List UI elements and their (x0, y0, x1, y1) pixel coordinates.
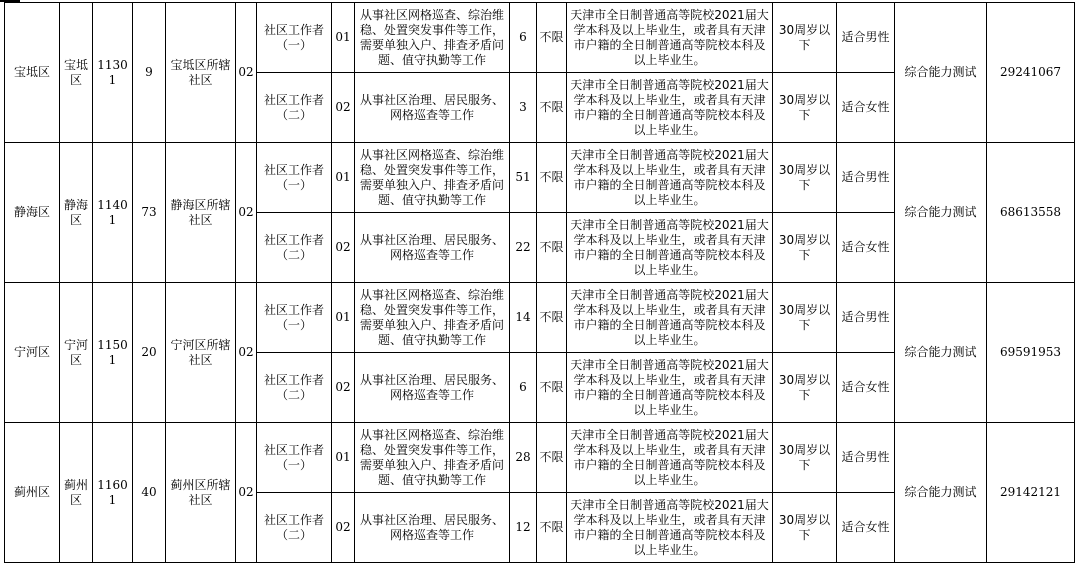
unit-code-cell: 02 (236, 423, 257, 563)
note-cell: 适合女性 (837, 213, 895, 283)
position-code-cell: 02 (332, 213, 355, 283)
duty-cell: 从事社区网格巡查、综治维稳、处置突发事件等工作，需要单独入户、排查矛盾问题、值守执勤等工作 (355, 3, 510, 73)
district-short-cell: 静海区 (60, 143, 93, 283)
duty-cell: 从事社区治理、居民服务、网格巡查等工作 (355, 493, 510, 563)
phone-cell: 29241067 (987, 3, 1075, 143)
phone-cell: 68613558 (987, 143, 1075, 283)
age-cell: 30周岁以下 (773, 143, 837, 213)
age-cell: 30周岁以下 (773, 73, 837, 143)
note-cell: 适合女性 (837, 73, 895, 143)
duty-cell: 从事社区治理、居民服务、网格巡查等工作 (355, 213, 510, 283)
position-code-cell: 02 (332, 493, 355, 563)
hire-count-cell: 28 (510, 423, 537, 493)
exam-cell: 综合能力测试 (895, 3, 987, 143)
unit-cell: 蓟州区所辖社区 (166, 423, 236, 563)
major-cell: 不限 (537, 493, 567, 563)
hire-count-cell: 22 (510, 213, 537, 283)
district-code-cell: 11601 (93, 423, 133, 563)
requirement-cell: 天津市全日制普通高等院校2021届大学本科及以上毕业生，或者具有天津市户籍的全日制普通高等院校本科及以上毕业生。 (567, 353, 773, 423)
requirement-cell: 天津市全日制普通高等院校2021届大学本科及以上毕业生，或者具有天津市户籍的全日制普通高等院校本科及以上毕业生。 (567, 213, 773, 283)
hire-count-cell: 51 (510, 143, 537, 213)
duty-cell: 从事社区网格巡查、综治维稳、处置突发事件等工作，需要单独入户、排查矛盾问题、值守执勤等工作 (355, 143, 510, 213)
duty-cell: 从事社区治理、居民服务、网格巡查等工作 (355, 73, 510, 143)
age-cell: 30周岁以下 (773, 3, 837, 73)
note-cell: 适合男性 (837, 283, 895, 353)
district-cell: 蓟州区 (5, 423, 60, 563)
major-cell: 不限 (537, 283, 567, 353)
district-code-cell: 11501 (93, 283, 133, 423)
hire-count-cell: 12 (510, 493, 537, 563)
age-cell: 30周岁以下 (773, 353, 837, 423)
requirement-cell: 天津市全日制普通高等院校2021届大学本科及以上毕业生，或者具有天津市户籍的全日制普通高等院校本科及以上毕业生。 (567, 73, 773, 143)
note-cell: 适合女性 (837, 353, 895, 423)
position-name-cell: 社区工作者（二） (257, 493, 332, 563)
total-count-cell: 40 (133, 423, 166, 563)
phone-cell: 69591953 (987, 283, 1075, 423)
major-cell: 不限 (537, 3, 567, 73)
unit-code-cell: 02 (236, 143, 257, 283)
position-code-cell: 01 (332, 143, 355, 213)
position-name-cell: 社区工作者（一） (257, 3, 332, 73)
note-cell: 适合男性 (837, 423, 895, 493)
district-cell: 宁河区 (5, 283, 60, 423)
recruitment-table (4, 2, 1075, 563)
district-cell: 静海区 (5, 143, 60, 283)
age-cell: 30周岁以下 (773, 493, 837, 563)
total-count-cell: 20 (133, 283, 166, 423)
position-name-cell: 社区工作者（二） (257, 213, 332, 283)
duty-cell: 从事社区网格巡查、综治维稳、处置突发事件等工作，需要单独入户、排查矛盾问题、值守执勤等工作 (355, 283, 510, 353)
position-name-cell: 社区工作者（一） (257, 423, 332, 493)
district-code-cell: 11301 (93, 3, 133, 143)
exam-cell: 综合能力测试 (895, 283, 987, 423)
position-name-cell: 社区工作者（二） (257, 353, 332, 423)
hire-count-cell: 6 (510, 353, 537, 423)
hire-count-cell: 6 (510, 3, 537, 73)
note-cell: 适合男性 (837, 3, 895, 73)
district-short-cell: 蓟州区 (60, 423, 93, 563)
table-row (5, 143, 1075, 213)
position-name-cell: 社区工作者（一） (257, 143, 332, 213)
position-code-cell: 02 (332, 353, 355, 423)
requirement-cell: 天津市全日制普通高等院校2021届大学本科及以上毕业生，或者具有天津市户籍的全日制普通高等院校本科及以上毕业生。 (567, 143, 773, 213)
unit-cell: 静海区所辖社区 (166, 143, 236, 283)
duty-cell: 从事社区网格巡查、综治维稳、处置突发事件等工作，需要单独入户、排查矛盾问题、值守执勤等工作 (355, 423, 510, 493)
note-cell: 适合女性 (837, 493, 895, 563)
major-cell: 不限 (537, 143, 567, 213)
note-cell: 适合男性 (837, 143, 895, 213)
age-cell: 30周岁以下 (773, 213, 837, 283)
age-cell: 30周岁以下 (773, 283, 837, 353)
age-cell: 30周岁以下 (773, 423, 837, 493)
total-count-cell: 73 (133, 143, 166, 283)
unit-code-cell: 02 (236, 283, 257, 423)
requirement-cell: 天津市全日制普通高等院校2021届大学本科及以上毕业生，或者具有天津市户籍的全日制普通高等院校本科及以上毕业生。 (567, 493, 773, 563)
position-code-cell: 01 (332, 423, 355, 493)
requirement-cell: 天津市全日制普通高等院校2021届大学本科及以上毕业生，或者具有天津市户籍的全日制普通高等院校本科及以上毕业生。 (567, 3, 773, 73)
unit-cell: 宁河区所辖社区 (166, 283, 236, 423)
exam-cell: 综合能力测试 (895, 423, 987, 563)
exam-cell: 综合能力测试 (895, 143, 987, 283)
total-count-cell: 9 (133, 3, 166, 143)
unit-cell: 宝坻区所辖社区 (166, 3, 236, 143)
table-row (5, 3, 1075, 73)
requirement-cell: 天津市全日制普通高等院校2021届大学本科及以上毕业生，或者具有天津市户籍的全日制普通高等院校本科及以上毕业生。 (567, 283, 773, 353)
major-cell: 不限 (537, 423, 567, 493)
major-cell: 不限 (537, 353, 567, 423)
position-name-cell: 社区工作者（二） (257, 73, 332, 143)
hire-count-cell: 14 (510, 283, 537, 353)
hire-count-cell: 3 (510, 73, 537, 143)
district-short-cell: 宁河区 (60, 283, 93, 423)
major-cell: 不限 (537, 213, 567, 283)
position-code-cell: 02 (332, 73, 355, 143)
district-code-cell: 11401 (93, 143, 133, 283)
district-cell: 宝坻区 (5, 3, 60, 143)
major-cell: 不限 (537, 73, 567, 143)
position-name-cell: 社区工作者（一） (257, 283, 332, 353)
unit-code-cell: 02 (236, 3, 257, 143)
district-short-cell: 宝坻区 (60, 3, 93, 143)
requirement-cell: 天津市全日制普通高等院校2021届大学本科及以上毕业生，或者具有天津市户籍的全日制普通高等院校本科及以上毕业生。 (567, 423, 773, 493)
duty-cell: 从事社区治理、居民服务、网格巡查等工作 (355, 353, 510, 423)
phone-cell: 29142121 (987, 423, 1075, 563)
position-code-cell: 01 (332, 3, 355, 73)
table-row (5, 423, 1075, 493)
table-row (5, 283, 1075, 353)
position-code-cell: 01 (332, 283, 355, 353)
